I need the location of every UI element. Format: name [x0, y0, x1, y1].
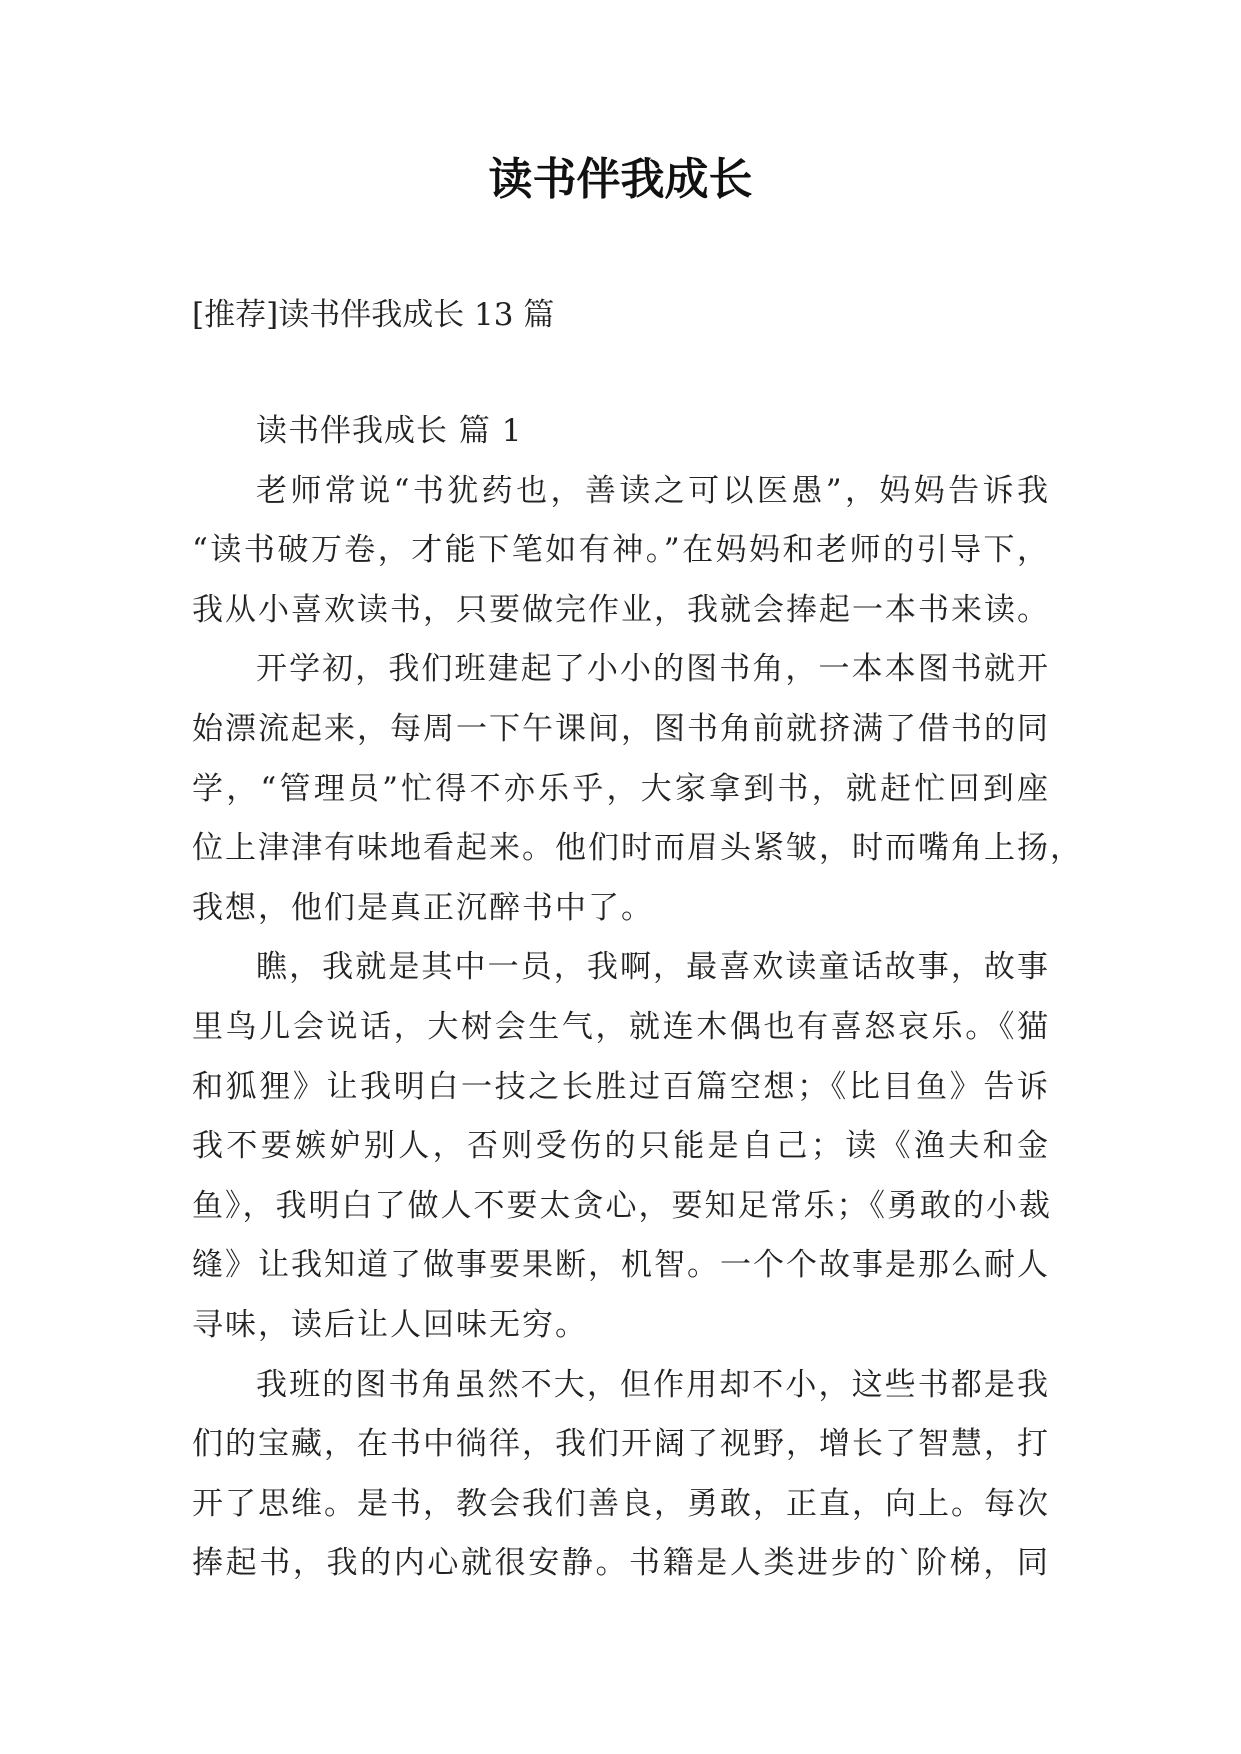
document-subtitle: [推荐]读书伴我成长 13 篇 [192, 297, 555, 333]
paragraph-line: 位上津津有味地看起来。他们时而眉头紧皱，时而嘴角上扬， [192, 830, 1083, 867]
paragraph-4 [192, 1356, 1050, 1594]
paragraph-line: 里鸟儿会说话，大树会生气，就连木偶也有喜怒哀乐。《猫 [192, 1008, 1050, 1045]
document-title: 读书伴我成长 [488, 154, 753, 205]
paragraph-3 [192, 938, 1050, 1355]
paragraph-line: 开了思维。是书，教会我们善良，勇敢，正直，向上。每次 [192, 1485, 1050, 1522]
paragraph-line: 学，“管理员”忙得不亦乐乎，大家拿到书，就赶忙回到座 [192, 770, 1050, 807]
paragraph-2 [192, 640, 1083, 938]
paragraph-line: “读书破万卷，才能下笔如有神。”在妈妈和老师的引导下， [192, 532, 1050, 569]
paragraph-line: 开学初，我们班建起了小小的图书角，一本本图书就开 [256, 651, 1050, 688]
paragraph-line: 我从小喜欢读书，只要做完作业，我就会捧起一本书来读。 [192, 591, 1050, 628]
paragraph-line: 们的宝藏，在书中徜徉，我们开阔了视野，增长了智慧，打 [192, 1426, 1050, 1463]
paragraph-line: 我想，他们是真正沉醉书中了。 [192, 889, 654, 926]
paragraph-line: 鱼》，我明白了做人不要太贪心，要知足常乐；《勇敢的小裁 [192, 1187, 1052, 1224]
section-heading: 读书伴我成长 篇 1 [256, 413, 523, 449]
paragraph-line: 我班的图书角虽然不大，但作用却不小，这些书都是我 [256, 1366, 1050, 1403]
paragraph-line: 寻味，读后让人回味无穷。 [192, 1306, 588, 1343]
paragraph-line: 缝》让我知道了做事要果断，机智。一个个故事是那么耐人 [192, 1247, 1050, 1284]
paragraph-line: 捧起书，我的内心就很安静。书籍是人类进步的`阶梯，同 [192, 1545, 1050, 1582]
document-body [192, 402, 1083, 1594]
paragraph-line: 瞧，我就是其中一员，我啊，最喜欢读童话故事，故事 [256, 949, 1050, 986]
paragraph-line: 始漂流起来，每周一下午课间，图书角前就挤满了借书的同 [192, 710, 1050, 747]
paragraph-line: 老师常说“书犹药也，善读之可以医愚”，妈妈告诉我 [256, 472, 1050, 509]
paragraph-1 [192, 462, 1050, 641]
paragraph-line: 和狐狸》让我明白一技之长胜过百篇空想；《比目鱼》告诉 [192, 1068, 1050, 1105]
paragraph-line: 我不要嫉妒别人，否则受伤的只能是自己；读《渔夫和金 [192, 1128, 1050, 1165]
